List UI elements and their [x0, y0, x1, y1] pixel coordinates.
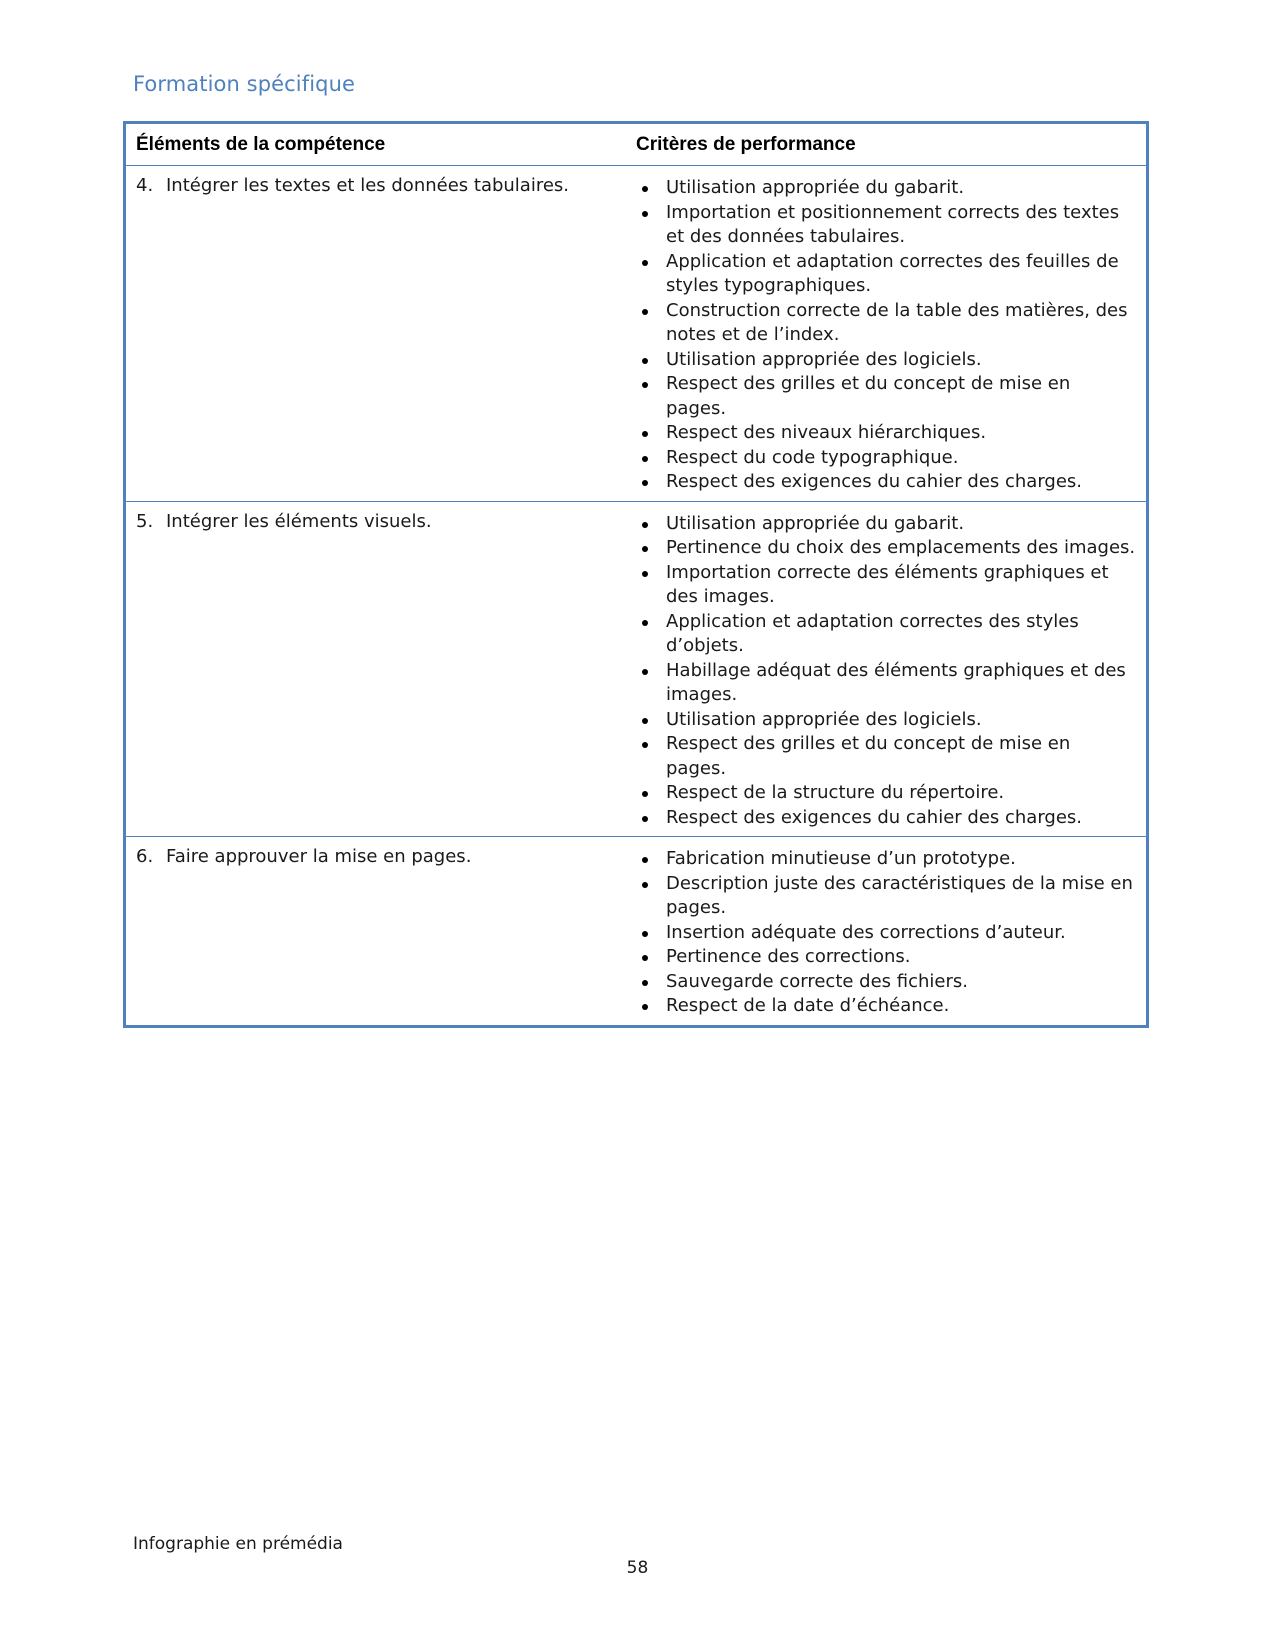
- criteria-item: Pertinence des corrections.: [636, 945, 1136, 970]
- element-cell: [126, 166, 636, 501]
- element-label: Faire approuver la mise en pages.: [166, 846, 472, 867]
- criteria-item: Insertion adéquate des corrections d’auteur.: [636, 921, 1136, 946]
- criteria-item: Fabrication minutieuse d’un prototype.: [636, 847, 1136, 872]
- footer-document-title: Infographie en prémédia: [133, 1534, 343, 1554]
- criteria-item: Respect des exigences du cahier des charges.: [636, 806, 1136, 831]
- criteria-item: Respect des grilles et du concept de mise en pages.: [636, 372, 1136, 421]
- criteria-item: Respect de la structure du répertoire.: [636, 781, 1136, 806]
- table-row: [126, 502, 1146, 838]
- criteria-item: Description juste des caractéristiques de la mise en pages.: [636, 872, 1136, 921]
- criteria-item: Utilisation appropriée des logiciels.: [636, 348, 1136, 373]
- criteria-item: Pertinence du choix des emplacements des images.: [636, 536, 1136, 561]
- criteria-list: [636, 174, 1136, 495]
- criteria-item: Importation et positionnement corrects des textes et des données tabulaires.: [636, 201, 1136, 250]
- table-row: [126, 166, 1146, 502]
- header-criteria: Critères de performance: [636, 134, 856, 155]
- criteria-item: Utilisation appropriée des logiciels.: [636, 708, 1136, 733]
- section-title: Formation spécifique: [133, 72, 356, 96]
- element-number: 6.: [136, 846, 154, 867]
- table-header-row: [126, 124, 1146, 166]
- element-label: Intégrer les textes et les données tabulaires.: [166, 175, 570, 196]
- criteria-item: Application et adaptation correctes des feuilles de styles typographiques.: [636, 250, 1136, 299]
- element-number: 4.: [136, 175, 154, 196]
- criteria-item: Construction correcte de la table des matières, des notes et de l’index.: [636, 299, 1136, 348]
- criteria-cell: [636, 837, 1146, 1025]
- element-cell: [126, 502, 636, 837]
- element-number: 5.: [136, 510, 154, 532]
- competence-table: [123, 121, 1149, 1028]
- criteria-item: Utilisation appropriée du gabarit.: [636, 176, 1136, 201]
- criteria-list: [636, 510, 1136, 831]
- criteria-cell: [636, 166, 1146, 501]
- criteria-item: Respect des niveaux hiérarchiques.: [636, 421, 1136, 446]
- criteria-list: [636, 845, 1136, 1019]
- criteria-item: Utilisation appropriée du gabarit.: [636, 512, 1136, 537]
- criteria-item: Importation correcte des éléments graphiques et des images.: [636, 561, 1136, 610]
- element-label: Intégrer les éléments visuels.: [166, 510, 432, 532]
- criteria-cell: [636, 502, 1146, 837]
- element-cell: [126, 837, 636, 1025]
- criteria-item: Respect des grilles et du concept de mise en pages.: [636, 732, 1136, 781]
- table-row: [126, 837, 1146, 1025]
- page-number: 58: [626, 1558, 649, 1578]
- criteria-item: Respect de la date d’échéance.: [636, 994, 1136, 1019]
- header-elements: Éléments de la compétence: [136, 134, 386, 155]
- criteria-item: Respect du code typographique.: [636, 446, 1136, 471]
- criteria-item: Sauvegarde correcte des fichiers.: [636, 970, 1136, 995]
- criteria-item: Application et adaptation correctes des styles d’objets.: [636, 610, 1136, 659]
- criteria-item: Respect des exigences du cahier des charges.: [636, 470, 1136, 495]
- criteria-item: Habillage adéquat des éléments graphiques et des images.: [636, 659, 1136, 708]
